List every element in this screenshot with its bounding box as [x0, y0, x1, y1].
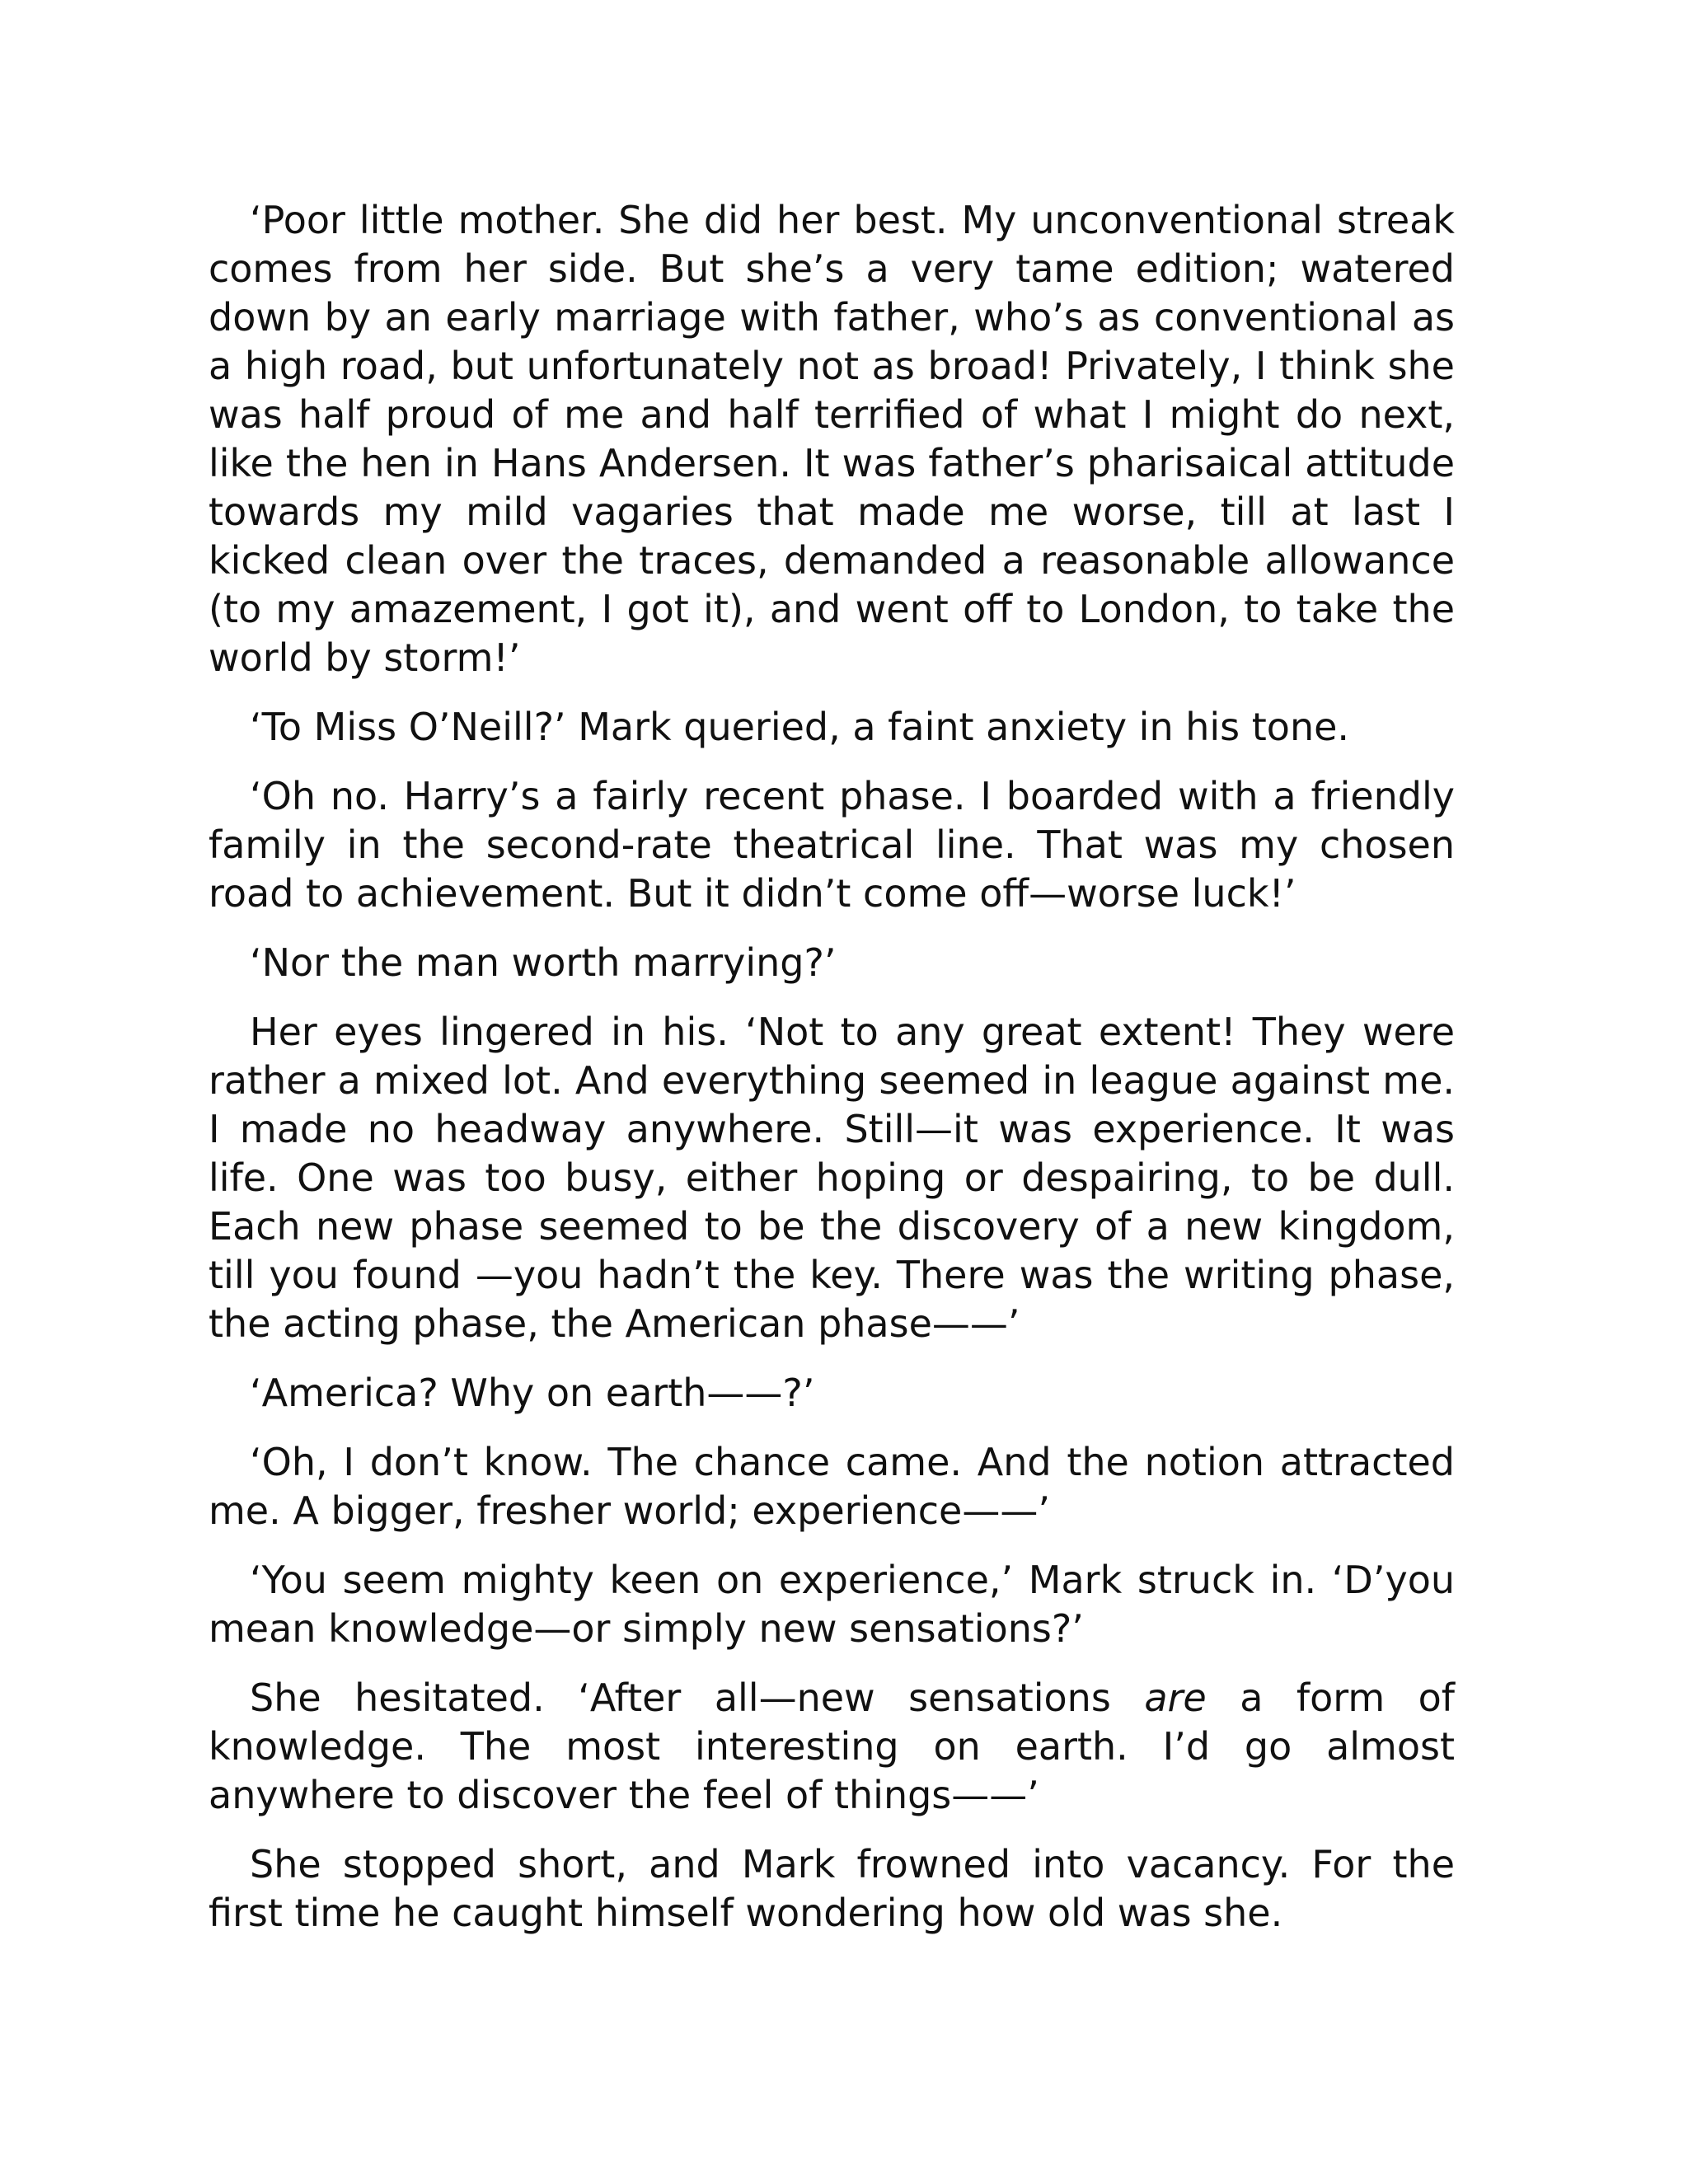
- paragraph: She stopped short, and Mark frowned into vacancy. For the first time he caught himself wondering how old was she.: [209, 1842, 1455, 1935]
- emphasized-word: are: [1144, 1675, 1207, 1720]
- paragraph: ‘Oh, I don’t know. The chance came. And the notion attracted me. A bigger, fresher world; experience——’: [209, 1440, 1455, 1533]
- book-page: [209, 196, 1455, 1958]
- paragraph-text: She hesitated. ‘After all—new sensations: [250, 1675, 1145, 1720]
- paragraph-text: a form of knowledge. The most interesting on earth. I’d go almost anywhere to discover the feel of things——’: [209, 1675, 1455, 1817]
- paragraph: Her eyes lingered in his. ‘Not to any great extent! They were rather a mixed lot. And everything seemed in league against me. I made no headway anywhere. Still—it was experience. It was life. One was too busy, either hoping or despairing, to be dull. Each new phase seemed to be the discovery of a new kingdom, till you found —you hadn’t the key. There was the writing phase, the acting phase, the American phase——’: [209, 1010, 1455, 1346]
- paragraph: ‘You seem mighty keen on experience,’ Mark struck in. ‘D’you mean knowledge—or simply new sensations?’: [209, 1558, 1455, 1651]
- paragraph: ‘Nor the man worth marrying?’: [250, 940, 837, 985]
- paragraph: ‘America? Why on earth——?’: [250, 1371, 815, 1415]
- paragraph: ‘Oh no. Harry’s a fairly recent phase. I boarded with a friendly family in the second-rate theatrical line. That was my chosen road to achievement. But it didn’t come off—worse luck!’: [209, 774, 1455, 916]
- paragraph: ‘Poor little mother. She did her best. My unconventional streak comes from her side. But she’s a very tame edition; watered down by an early marriage with father, who’s as conventional as a high road, but unfortunately not as broad! Privately, I think she was half proud of me and half terrified of what I might do next, like the hen in Hans Andersen. It was father’s pharisaical attitude towards my mild vagaries that made me worse, till at last I kicked clean over the traces, demanded a reasonable allowance (to my amazement, I got it), and went off to London, to take the world by storm!’: [209, 198, 1455, 680]
- paragraph: [209, 1674, 1455, 1820]
- paragraph: ‘To Miss O’Neill?’ Mark queried, a faint anxiety in his tone.: [250, 705, 1350, 749]
